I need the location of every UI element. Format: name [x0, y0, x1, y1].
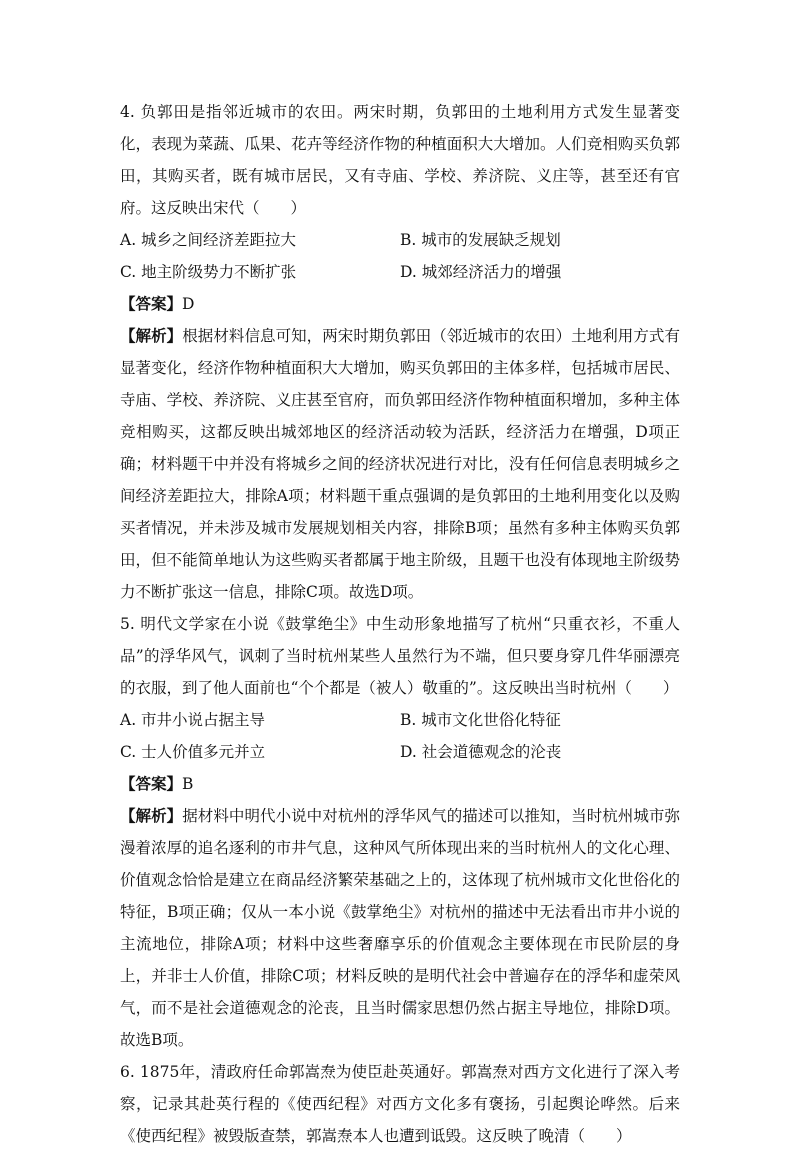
question-4-options-row-2 — [120, 256, 680, 288]
question-5-option-a: A. 市井小说占据主导 — [120, 711, 266, 729]
analysis-tag: 【解析】 — [120, 326, 183, 345]
answer-tag: 【答案】 — [120, 774, 183, 793]
question-4-option-a: A. 城乡之间经济差距拉大 — [120, 231, 297, 249]
question-5-options-row-1 — [120, 704, 680, 736]
question-4-options-row-1 — [120, 224, 680, 256]
question-4-option-c: C. 地主阶级势力不断扩张 — [120, 263, 297, 281]
question-4-stem: 4. 负郭田是指邻近城市的农田。两宋时期，负郭田的土地利用方式发生显著变化，表现为菜蔬、瓜果、花卉等经济作物的种植面积大大增加。人们竞相购买负郭田，其购买者，既有城市居民，又有寺庙、学校、养济院、义庄等，甚至还有官府。这反映出宋代（ ） — [120, 103, 680, 217]
answer-value: D — [182, 295, 195, 313]
answer-tag: 【答案】 — [120, 294, 183, 313]
document-page — [120, 96, 680, 1152]
question-5-stem: 5. 明代文学家在小说《鼓掌绝尘》中生动形象地描写了杭州“只重衣衫，不重人品”的浮华风气，讽刺了当时杭州某些人虽然行为不端，但只要身穿几件华丽漂亮的衣服，到了他人面前也“个个都是（被人）敬重的”。这反映出当时杭州（ ） — [120, 615, 680, 697]
question-6-stem: 6. 1875年，清政府任命郭嵩焘为使臣赴英通好。郭嵩焘对西方文化进行了深入考察，记录其赴英行程的《使西纪程》对西方文化多有褒扬，引起舆论哗然。后来《使西纪程》被毁版查禁，郭嵩焘本人也遭到诋毁。这反映了晚清（ ） — [120, 1063, 680, 1145]
question-5-options-row-2 — [120, 736, 680, 768]
question-5-analysis — [120, 800, 680, 1056]
analysis-text: 据材料中明代小说中对杭州的浮华风气的描述可以推知，当时杭州城市弥漫着浓厚的追名逐利的市井气息，这种风气所体现出来的当时杭州人的文化心理、价值观念恰恰是建立在商品经济繁荣基础之上的，这体现了杭州城市文化世俗化的特征，B项正确；仅从一本小说《鼓掌绝尘》对杭州的描述中无法看出市井小说的主流地位，排除A项；材料中这些奢靡享乐的价值观念主要体现在市民阶层的身上，并非士人价值，排除C项；材料反映的是明代社会中普遍存在的浮华和虚荣风气，而不是社会道德观念的沦丧，且当时儒家思想仍然占据主导地位，排除D项。故选B项。 — [120, 807, 680, 1049]
question-4-option-b: B. 城市的发展缺乏规划 — [400, 231, 561, 249]
question-4-option-d: D. 城郊经济活力的增强 — [400, 263, 562, 281]
question-5-answer — [120, 768, 680, 800]
analysis-text: 根据材料信息可知，两宋时期负郭田（邻近城市的农田）土地利用方式有显著变化，经济作物种植面积大大增加，购买负郭田的主体多样，包括城市居民、寺庙、学校、养济院、义庄甚至官府，而负郭田经济作物种植面积增加，多种主体竞相购买，这都反映出城郊地区的经济活动较为活跃，经济活力在增强，D项正确；材料题干中并没有将城乡之间的经济状况进行对比，没有任何信息表明城乡之间经济差距拉大，排除A项；材料题干重点强调的是负郭田的土地利用变化以及购买者情况，并未涉及城市发展规划相关内容，排除B项；虽然有多种主体购买负郭田，但不能简单地认为这些购买者都属于地主阶级，且题干也没有体现地主阶级势力不断扩张这一信息，排除C项。故选D项。 — [120, 327, 680, 601]
question-5-option-d: D. 社会道德观念的沦丧 — [400, 743, 562, 761]
answer-value: B — [182, 775, 194, 793]
question-5-option-c: C. 士人价值多元并立 — [120, 743, 266, 761]
question-4-answer — [120, 288, 680, 320]
question-5-option-b: B. 城市文化世俗化特征 — [400, 711, 561, 729]
question-4-analysis — [120, 320, 680, 608]
analysis-tag: 【解析】 — [120, 806, 183, 825]
